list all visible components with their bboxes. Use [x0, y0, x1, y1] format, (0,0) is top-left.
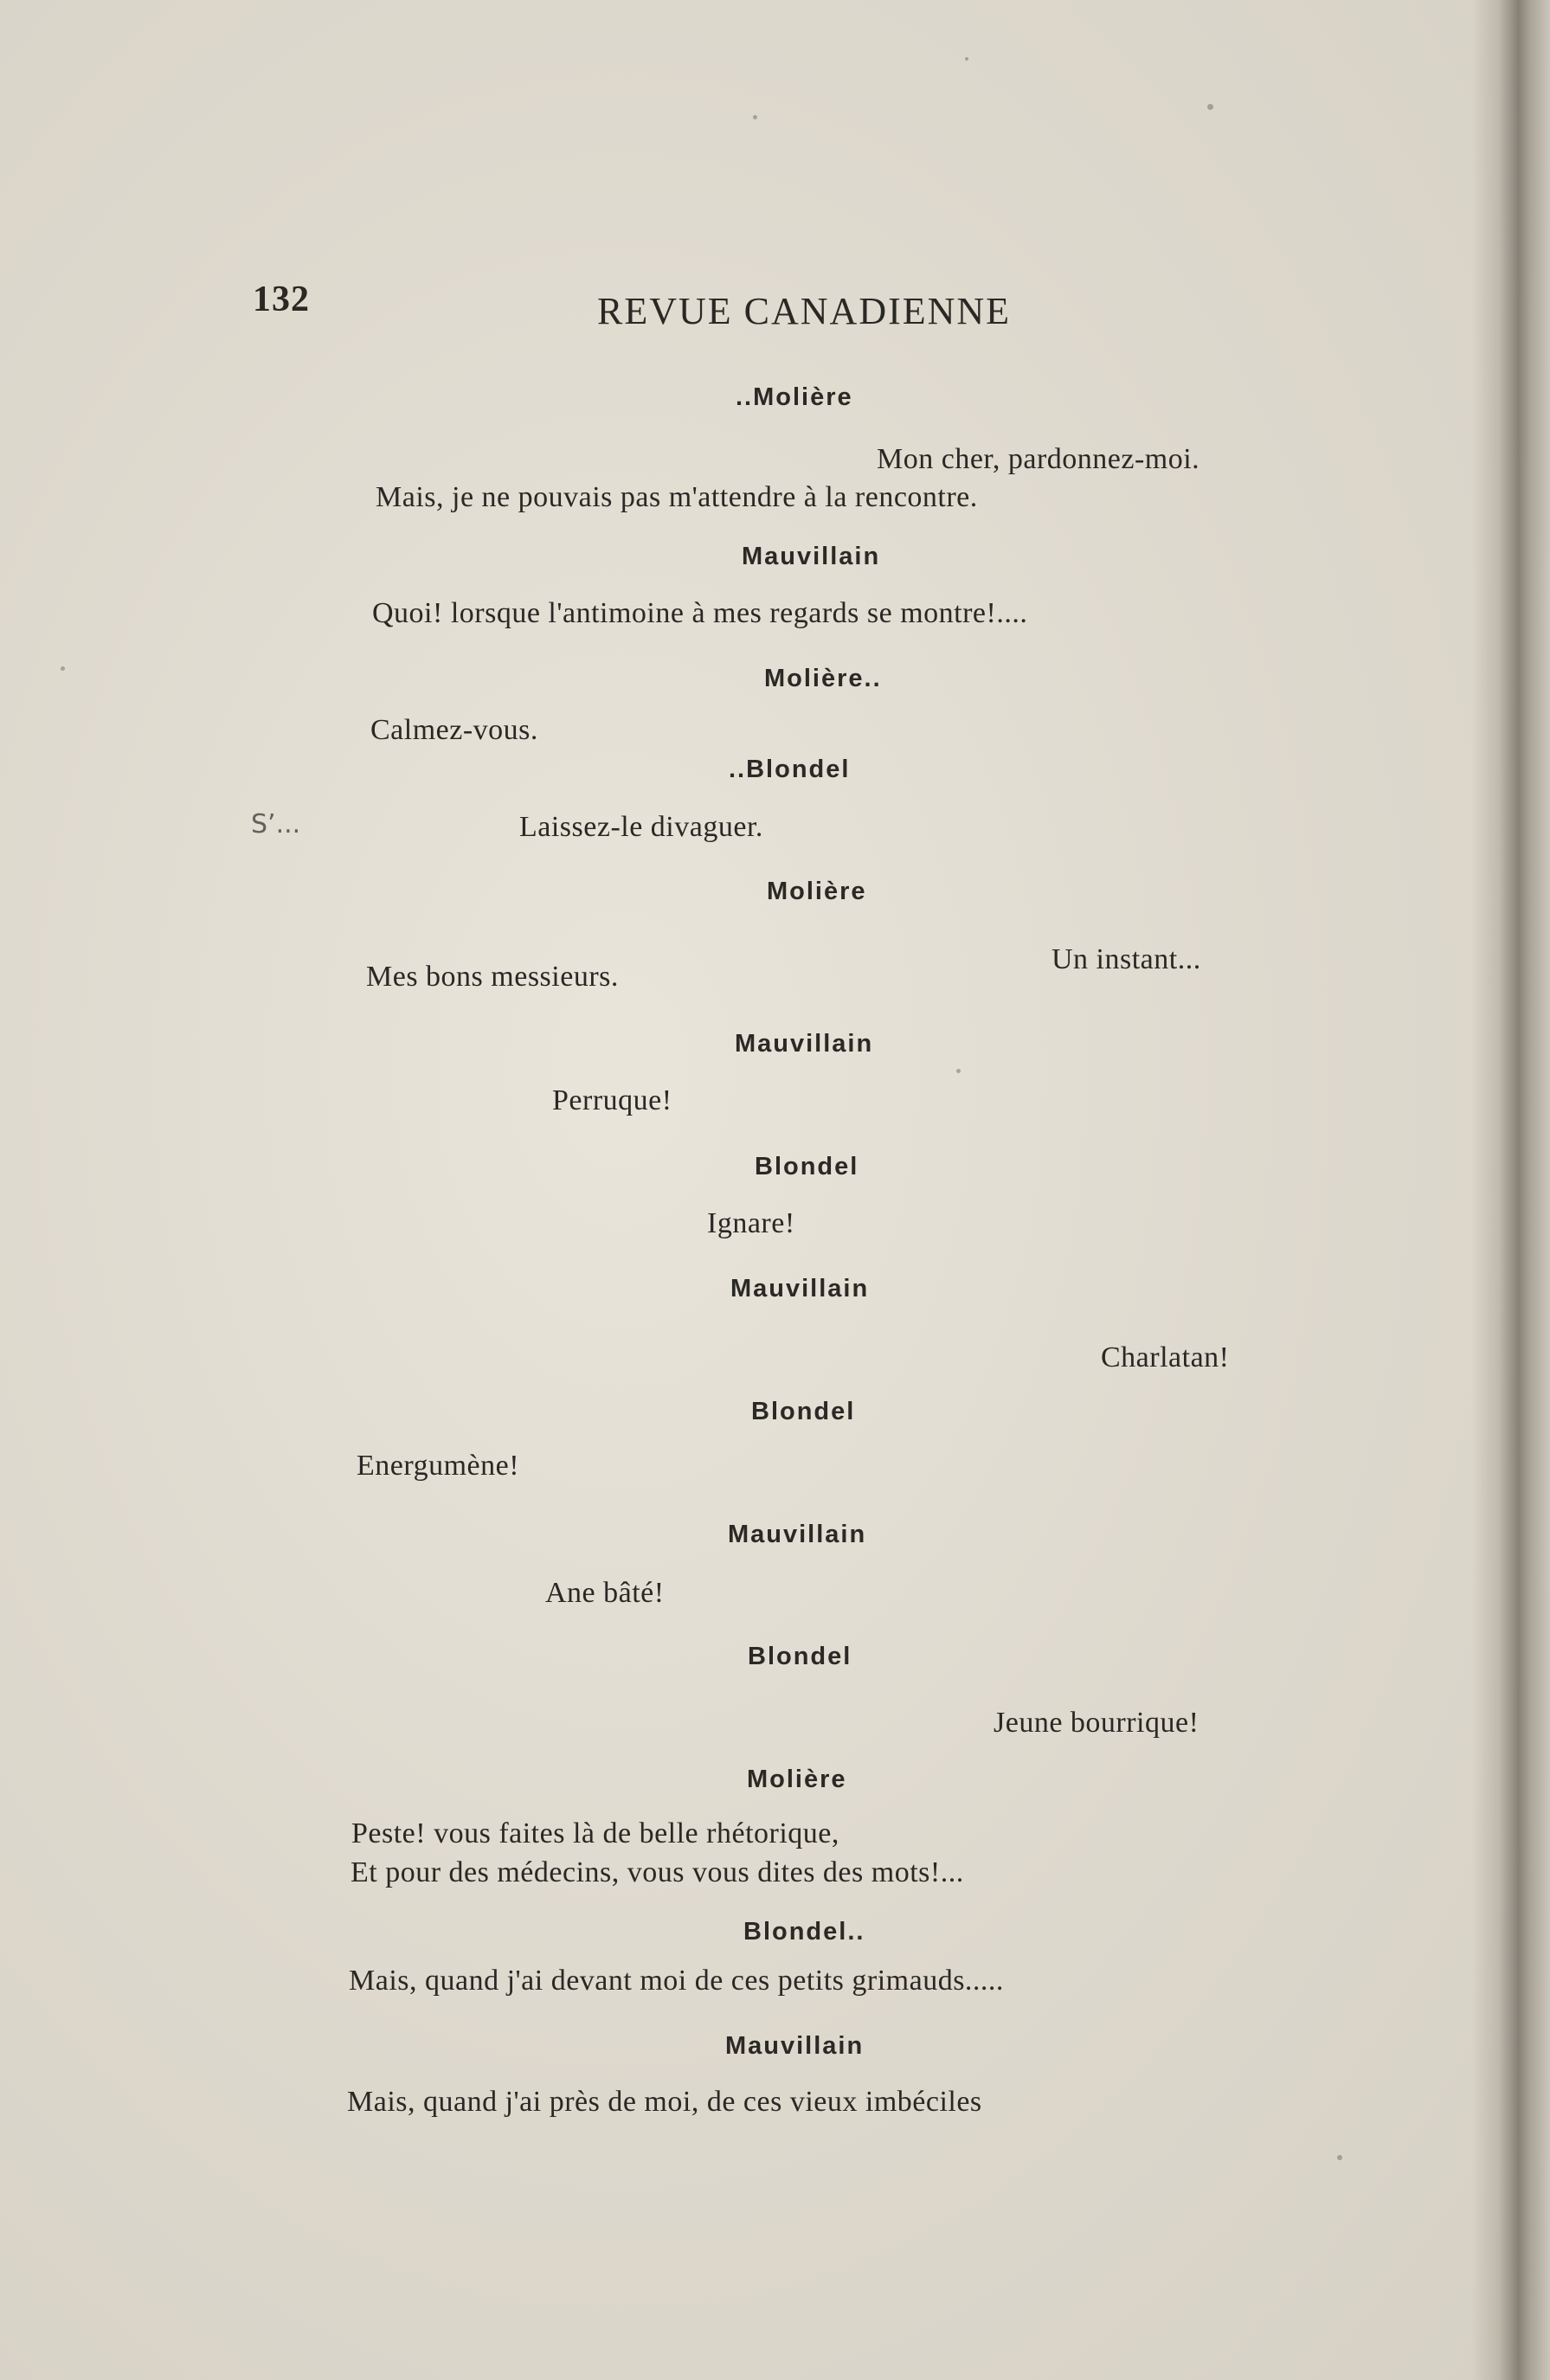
margin-mark: S’... [251, 809, 301, 839]
paper-speck [61, 666, 65, 671]
page-number: 132 [253, 280, 310, 319]
speaker-label: Mauvillain [735, 1030, 874, 1058]
verse-line: Quoi! lorsque l'antimoine à mes regards se montre!.... [372, 597, 1028, 629]
verse-line: Jeune bourrique! [994, 1707, 1199, 1739]
verse-line: Mon cher, pardonnez-moi. [877, 443, 1200, 475]
paper-speck [753, 115, 757, 119]
verse-line: Mais, quand j'ai près de moi, de ces vieux imbéciles [347, 2086, 982, 2118]
verse-line: Ignare! [707, 1207, 795, 1239]
verse-line: Mais, quand j'ai devant moi de ces petits grimauds..... [349, 1965, 1004, 1997]
speaker-label: Blondel [751, 1398, 856, 1425]
verse-line: Mais, je ne pouvais pas m'attendre à la rencontre. [376, 481, 978, 513]
verse-line: Energumène! [357, 1450, 520, 1482]
speaker-label: Molière.. [764, 665, 882, 692]
verse-line: Ane bâté! [545, 1577, 665, 1609]
verse-line: Charlatan! [1101, 1341, 1230, 1373]
speaker-label: Mauvillain [742, 543, 881, 570]
verse-line: Peste! vous faites là de belle rhétorique, [351, 1817, 839, 1849]
speaker-label: Mauvillain [730, 1275, 870, 1303]
verse-line: Mes bons messieurs. [366, 961, 619, 993]
paper-speck [1207, 104, 1213, 110]
book-gutter-shadow [1471, 0, 1550, 2380]
verse-line: Calmez-vous. [370, 714, 538, 746]
speaker-label: Blondel [755, 1153, 859, 1180]
verse-line: Laissez-le divaguer. [519, 811, 763, 843]
verse-line: Perruque! [552, 1084, 672, 1116]
verse-line: Un instant... [1052, 943, 1201, 975]
speaker-label: Blondel.. [743, 1918, 865, 1946]
paper-speck [965, 57, 968, 61]
paper-speck [956, 1069, 961, 1073]
speaker-label: Mauvillain [725, 2032, 865, 2060]
speaker-label: Blondel [748, 1643, 852, 1670]
speaker-label: ..Molière [736, 383, 853, 411]
speaker-label: ..Blondel [729, 756, 851, 783]
speaker-label: Molière [767, 878, 867, 905]
speaker-label: Molière [747, 1766, 847, 1793]
speaker-label: Mauvillain [728, 1521, 867, 1548]
paper-speck [1337, 2155, 1342, 2160]
verse-line: Et pour des médecins, vous vous dites des mots!... [351, 1856, 964, 1888]
running-title: REVUE CANADIENNE [597, 290, 1012, 332]
